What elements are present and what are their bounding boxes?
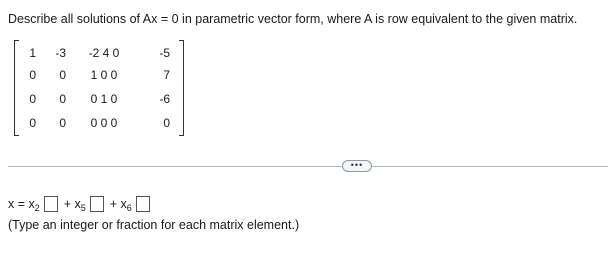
matrix-cell: 7 xyxy=(163,68,170,82)
subscript-5: 5 xyxy=(80,203,86,213)
matrix-cell: 0 xyxy=(163,116,170,130)
matrix-row xyxy=(14,114,184,132)
more-button[interactable]: ••• xyxy=(342,160,372,172)
subscript-2: 2 xyxy=(34,203,40,213)
vector-input-x5[interactable] xyxy=(90,196,104,212)
matrix-cell: 0 xyxy=(29,68,36,82)
matrix-cell: 0 xyxy=(59,68,66,82)
matrix-row xyxy=(14,66,184,84)
matrix-row xyxy=(14,44,184,62)
matrix-cell: 0 xyxy=(29,116,36,130)
subscript-6: 6 xyxy=(126,203,132,213)
section-divider xyxy=(8,166,608,167)
matrix-cell: -2 4 0 xyxy=(88,46,120,60)
instruction-text: (Type an integer or fraction for each matrix element.) xyxy=(8,218,300,232)
matrix-cell: -3 xyxy=(55,46,66,60)
matrix-cell: 0 0 0 xyxy=(90,116,118,130)
matrix-cell: 1 0 0 xyxy=(90,68,118,82)
matrix-cell: -5 xyxy=(159,46,170,60)
plus-x5-label: + x xyxy=(63,197,81,211)
matrix-cell: 1 xyxy=(29,46,36,60)
plus-x6-label: + x xyxy=(109,197,127,211)
matrix-cell: 0 xyxy=(59,116,66,130)
matrix-cell: 0 xyxy=(29,92,36,106)
matrix-row xyxy=(14,90,184,108)
matrix-cell: 0 1 0 xyxy=(90,92,118,106)
vector-input-x6[interactable] xyxy=(136,196,150,212)
matrix-cell: -6 xyxy=(159,92,170,106)
question-text: Describe all solutions of Ax = 0 in parametric vector form, where A is row equivalent to the given matrix. xyxy=(8,12,578,26)
matrix-cell: 0 xyxy=(59,92,66,106)
vector-input-x2[interactable] xyxy=(44,196,58,212)
x-equals-label: x = x xyxy=(8,197,35,211)
answer-row xyxy=(8,196,152,214)
coefficient-matrix xyxy=(14,40,184,136)
